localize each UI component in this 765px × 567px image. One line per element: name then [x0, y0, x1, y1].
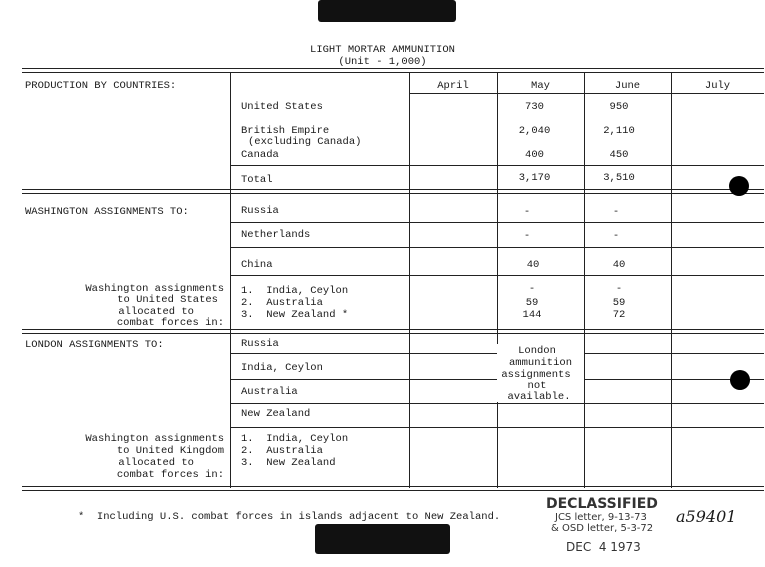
washington-sub-heading: Washington assignments: [85, 283, 224, 295]
document-title: LIGHT MORTAR AMMUNITION: [310, 44, 455, 56]
row-line: [230, 353, 497, 354]
washington-sub-heading: combat forces in:: [116, 317, 224, 329]
washington-value-may: 40: [526, 259, 540, 271]
washington-row-label: Netherlands: [241, 229, 311, 241]
classification-stamp-bottom: [315, 524, 450, 554]
washington-sub-value-june: 59: [612, 297, 626, 309]
london-sub-heading: to United Kingdom: [116, 445, 224, 457]
production-total-may: 3,170: [518, 172, 551, 184]
washington-row-label: China: [241, 259, 273, 271]
london-row-label: Russia: [241, 338, 279, 350]
row-line: [230, 275, 764, 276]
declassified-stamp-title: DECLASSIFIED: [546, 496, 658, 512]
london-sub-row-label: 2. Australia: [241, 445, 323, 457]
london-note-line: not: [527, 380, 547, 392]
london-sub-heading: allocated to: [118, 457, 194, 469]
washington-heading: WASHINGTON ASSIGNMENTS TO:: [25, 206, 189, 218]
header-row-line: [409, 93, 764, 94]
row-line: [230, 379, 497, 380]
punch-hole-mark: [730, 370, 750, 390]
washington-sub-row-label: 3. New Zealand *: [241, 309, 349, 321]
london-note-line: assignments: [501, 369, 571, 381]
london-row-label: India, Ceylon: [241, 362, 323, 374]
washington-value-june: 40: [612, 259, 626, 271]
production-value-may: 400: [525, 149, 544, 161]
washington-sub-value-may: 144: [522, 309, 542, 321]
column-header-may: May: [531, 80, 550, 92]
table-bottom-border: [22, 486, 764, 491]
washington-value-june: -: [612, 206, 620, 218]
production-total-label: Total: [241, 174, 273, 186]
production-value-june: 450: [609, 149, 629, 161]
document-subtitle: (Unit - 1,000): [338, 56, 427, 68]
column-divider-april: [409, 72, 410, 488]
column-header-april: April: [437, 80, 469, 92]
london-row-label: Australia: [241, 386, 298, 398]
london-sub-heading: combat forces in:: [116, 469, 224, 481]
production-heading: PRODUCTION BY COUNTRIES:: [25, 80, 177, 92]
declassified-stamp-line: & OSD letter, 5-3-72: [551, 523, 654, 534]
london-note-line: London: [518, 345, 556, 357]
row-line: [230, 247, 764, 248]
london-note-line: ammunition: [508, 357, 572, 369]
section-divider: [22, 329, 764, 334]
london-row-label: New Zealand: [241, 408, 311, 420]
washington-sub-row-label: 2. Australia: [241, 297, 323, 309]
washington-sub-heading: to United States: [117, 294, 218, 306]
table-top-border: [22, 68, 764, 73]
washington-sub-value-june: -: [615, 283, 623, 295]
declassified-stamp-line: JCS letter, 9-13-73: [555, 512, 647, 523]
london-sub-row-label: 3. New Zealand: [241, 457, 336, 469]
footnote: * Including U.S. combat forces in islands adjacent to New Zealand.: [78, 511, 501, 523]
washington-sub-value-may: 59: [525, 297, 539, 309]
classification-stamp-top: [318, 0, 456, 22]
washington-sub-heading: allocated to: [118, 306, 194, 318]
row-line: [584, 353, 764, 354]
column-header-july: July: [704, 80, 731, 92]
washington-sub-value-may: -: [528, 283, 536, 295]
production-row-label: Canada: [241, 149, 279, 161]
washington-value-may: -: [523, 206, 531, 218]
production-value-june: 2,110: [603, 125, 635, 137]
production-value-june: 950: [609, 101, 629, 113]
washington-row-label: Russia: [241, 205, 279, 217]
production-value-may: 730: [525, 101, 544, 113]
column-divider-label: [230, 72, 231, 488]
production-row-label: United States: [241, 101, 323, 113]
washington-sub-value-june: 72: [612, 309, 626, 321]
row-line: [230, 427, 764, 428]
production-row-label: British Empire: [241, 125, 330, 137]
washington-value-june: -: [612, 230, 620, 242]
production-row-label-note: (excluding Canada): [248, 136, 362, 148]
row-line: [230, 403, 764, 404]
london-note-line: available.: [507, 391, 571, 403]
london-sub-heading: Washington assignments: [85, 433, 224, 445]
london-heading: LONDON ASSIGNMENTS TO:: [25, 339, 164, 351]
section-divider: [22, 189, 764, 194]
declassified-stamp-date: DEC 4 1973: [566, 540, 641, 554]
production-value-may: 2,040: [518, 125, 551, 137]
column-header-june: June: [614, 80, 641, 92]
washington-sub-row-label: 1. India, Ceylon: [241, 285, 349, 297]
punch-hole-mark: [729, 176, 749, 196]
column-divider-july: [671, 72, 672, 488]
row-line: [230, 222, 764, 223]
handwritten-reference: a59401: [676, 507, 737, 526]
washington-value-may: -: [523, 230, 531, 242]
total-row-line: [230, 165, 764, 166]
production-total-june: 3,510: [603, 172, 635, 184]
london-sub-row-label: 1. India, Ceylon: [241, 433, 349, 445]
